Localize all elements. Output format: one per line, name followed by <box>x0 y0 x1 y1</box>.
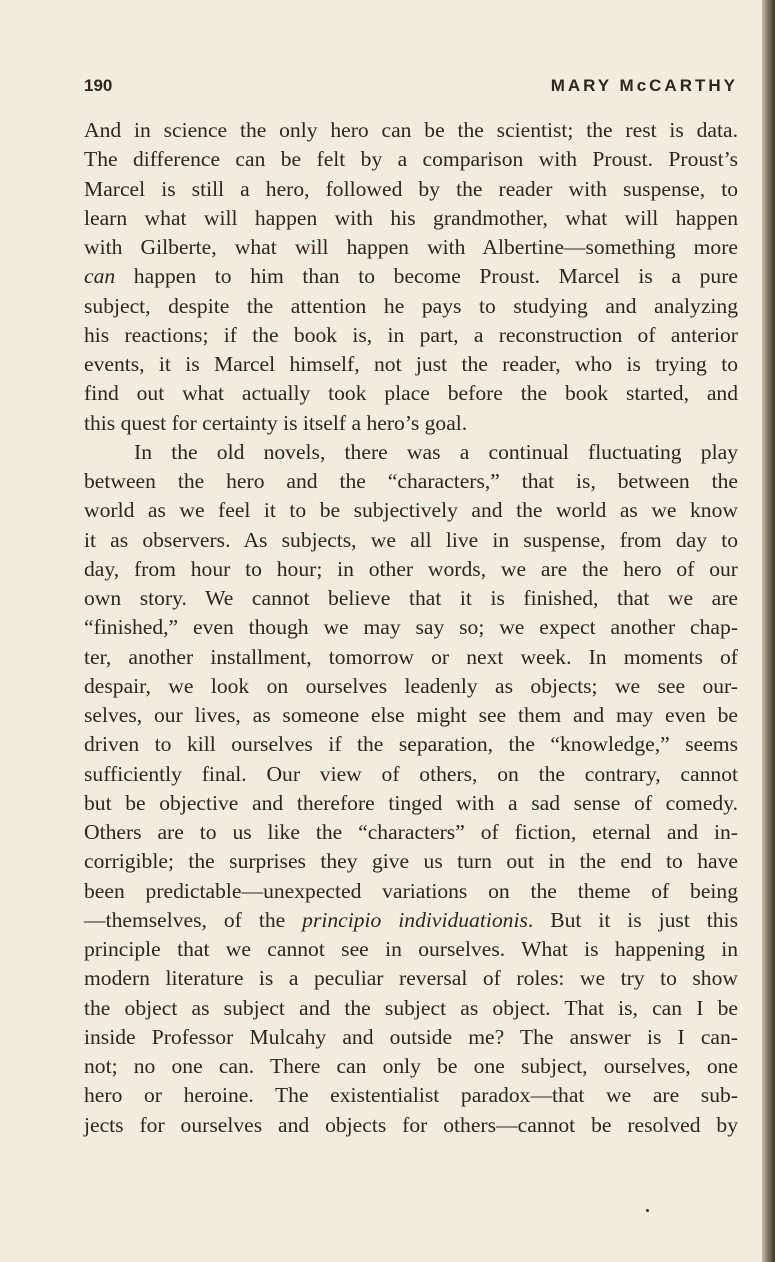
running-head <box>84 76 738 100</box>
text-line: own story. We cannot believe that it is finished, that we are <box>84 586 738 610</box>
text-line: despair, we look on ourselves leadenly as objects; we see our- <box>84 673 738 698</box>
text-line: inside Professor Mulcahy and outside me? The answer is I can- <box>84 1024 738 1049</box>
text-line: world as we feel it to be subjectively and the world as we know <box>84 498 738 523</box>
text-line: subject, despite the attention he pays to studying and analyzing <box>84 293 738 318</box>
text-line: not; no one can. There can only be one subject, ourselves, one <box>84 1054 738 1078</box>
text-line: events, it is Marcel himself, not just the reader, who is trying to <box>84 352 738 376</box>
text-line: been predictable—unexpected variations on the theme of being <box>84 878 738 903</box>
text-segment: . But it is just this <box>527 907 738 932</box>
text-line: The difference can be felt by a comparison with Proust. Proust’s <box>84 147 738 172</box>
text-line <box>84 906 738 935</box>
text-line: between the hero and the “characters,” that is, between the <box>84 469 738 493</box>
page-edge <box>762 0 775 1262</box>
text-line: modern literature is a peculiar reversal of roles: we try to show <box>84 966 738 991</box>
text-line: driven to kill ourselves if the separation, the “knowledge,” seems <box>84 732 738 757</box>
text-line: ter, another installment, tomorrow or next week. In moments of <box>84 644 738 669</box>
text-line: with Gilberte, what will happen with Albertine—something more <box>84 235 738 259</box>
text-line: Marcel is still a hero, followed by the reader with suspense, to <box>84 176 738 201</box>
text-line: day, from hour to hour; in other words, we are the hero of our <box>84 556 738 581</box>
page-number: 190 <box>84 76 113 95</box>
text-line: sufficiently final. Our view of others, on the contrary, cannot <box>84 761 738 786</box>
text-line: but be objective and therefore tinged with a sad sense of comedy. <box>84 790 738 815</box>
body-text <box>84 116 738 1140</box>
paragraph <box>84 116 738 438</box>
text-line: corrigible; the surprises they give us turn out in the end to have <box>84 849 738 874</box>
text-line: learn what will happen with his grandmother, what will happen <box>84 205 738 230</box>
text-line: Others are to us like the “characters” of fiction, eternal and in- <box>84 820 738 844</box>
running-head-author: MARY McCARTHY <box>550 76 738 95</box>
italic-text: principio individuationis <box>302 907 528 932</box>
text-line <box>84 262 738 291</box>
text-line: selves, our lives, as someone else might see them and may even be <box>84 703 738 727</box>
text-line: the object as subject and the subject as object. That is, can I be <box>84 995 738 1020</box>
print-speck <box>646 1209 649 1212</box>
paragraph <box>84 438 738 1140</box>
text-line: it as observers. As subjects, we all live in suspense, from day to <box>84 527 738 552</box>
text-line: this quest for certainty is itself a hero’s goal. <box>84 410 468 435</box>
text-segment: —themselves, of the <box>84 907 303 932</box>
text-segment: happen to him than to become Proust. Marcel is a pure <box>115 264 738 289</box>
text-line: hero or heroine. The existentialist paradox—that we are sub- <box>84 1083 738 1108</box>
text-line: And in science the only hero can be the scientist; the rest is data. <box>84 118 738 142</box>
text-line: principle that we cannot see in ourselves. What is happening in <box>84 937 738 961</box>
text-line: “finished,” even though we may say so; we expect another chap- <box>84 615 738 640</box>
text-line: find out what actually took place before the book started, and <box>84 381 738 406</box>
italic-text: can <box>84 264 116 289</box>
text-line: In the old novels, there was a continual fluctuating play <box>134 439 738 464</box>
text-line: his reactions; if the book is, in part, a reconstruction of anterior <box>84 322 738 347</box>
text-line: jects for ourselves and objects for others—cannot be resolved by <box>84 1112 738 1137</box>
